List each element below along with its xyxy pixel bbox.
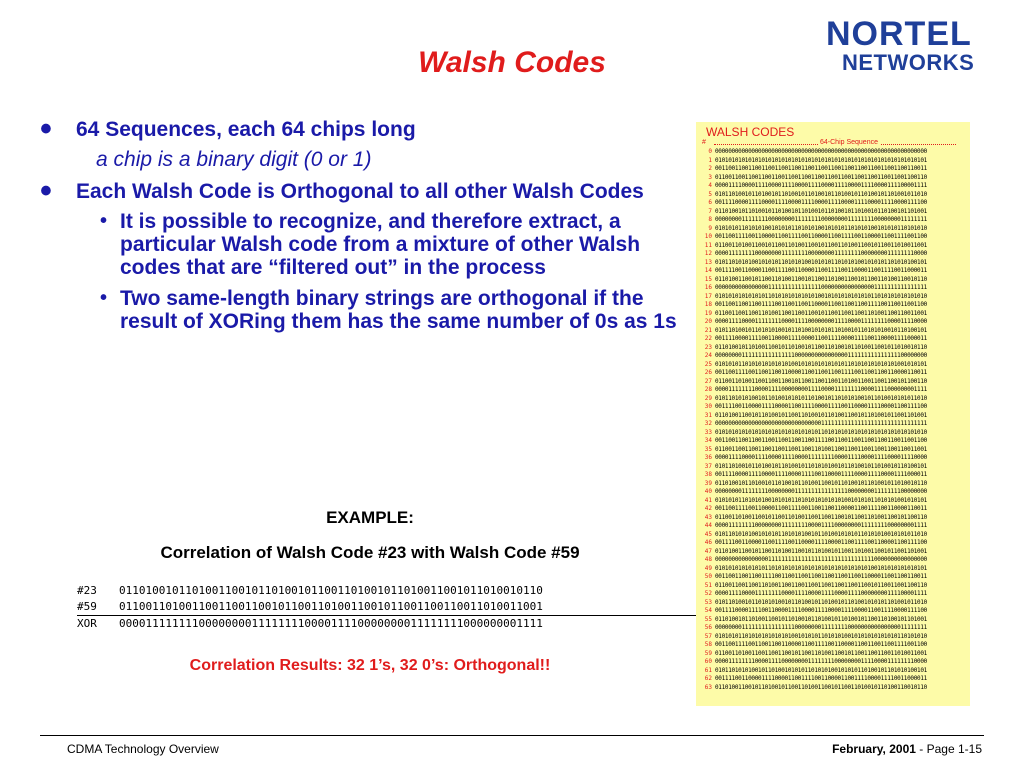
walsh-row xyxy=(700,199,966,208)
walsh-row-index: 48 xyxy=(704,556,712,563)
walsh-row xyxy=(700,573,966,582)
walsh-row-code: 0101010110101010101010100101010101010101101010101010101001010101 xyxy=(715,360,927,368)
walsh-row-index: 4 xyxy=(708,182,712,189)
walsh-row xyxy=(700,276,966,285)
sub-bullet-item xyxy=(40,287,680,333)
walsh-row xyxy=(700,599,966,608)
walsh-row-code: 0110100101101001100101101001011010010110100101100110100101101001 xyxy=(715,615,927,623)
footer-page-number: Page 1-15 xyxy=(926,742,982,756)
walsh-row-index: 35 xyxy=(704,445,712,453)
walsh-row-code: 0101101010100101010110101010010110100101010110101010010101011010 xyxy=(715,530,927,538)
walsh-row-index: 49 xyxy=(704,564,712,572)
walsh-row-code: 0011110000111100001111000011110011000011110000111100001111000011 xyxy=(715,471,927,478)
walsh-row xyxy=(700,582,966,591)
walsh-row-code: 0110100110010110011010011001011010010110011010011001011001101001 xyxy=(715,547,927,555)
walsh-row-code: 0101010101010101010101010101010101010101010101010101010101010101 xyxy=(715,156,927,164)
walsh-row-index: 23 xyxy=(704,343,712,351)
walsh-row xyxy=(700,514,966,523)
walsh-row-index: 42 xyxy=(704,505,712,512)
walsh-row-code: 0101010101010101101010101010101001010101010101011010101010101010 xyxy=(715,292,927,300)
walsh-row-code: 0101010110101010010101011010101010101010010101011010101001010101 xyxy=(715,496,927,504)
walsh-row-index: 6 xyxy=(708,199,712,206)
sub-bullet-item xyxy=(40,210,680,279)
walsh-row xyxy=(700,658,966,667)
example-subtitle: Correlation of Walsh Code #23 with Walsh Code #59 xyxy=(160,543,580,562)
bullet-item xyxy=(40,110,680,148)
walsh-row xyxy=(700,386,966,395)
table-row xyxy=(77,599,702,616)
walsh-row-index: 29 xyxy=(704,394,712,402)
walsh-row-index: 37 xyxy=(704,462,712,470)
walsh-row-index: 13 xyxy=(704,258,712,266)
walsh-row-code: 0011110000111100001111000011110000111100001111000011110000111100 xyxy=(715,199,927,206)
walsh-row-code: 0110100101101001011010010110100101101001011010010110100101101001 xyxy=(715,207,927,215)
walsh-row xyxy=(700,624,966,633)
walsh-row-index: 19 xyxy=(704,309,712,317)
slide-title: Walsh Codes xyxy=(418,46,606,79)
walsh-row-code: 0101010101010101010101010101010110101010101010101010101010101010 xyxy=(715,428,927,436)
walsh-row-code: 0000111100001111000011110000111111110000111100001111000011110000 xyxy=(715,454,927,461)
walsh-row-index: 24 xyxy=(704,352,712,359)
walsh-row-index: 44 xyxy=(704,522,712,529)
walsh-row xyxy=(700,556,966,565)
walsh-row-index: 45 xyxy=(704,530,712,538)
walsh-row-index: 16 xyxy=(704,284,712,291)
footer-date: February, 2001 xyxy=(832,742,916,756)
walsh-row-code: 0110011001100110011001100110011010011001100110011001100110011001 xyxy=(715,445,927,453)
table-row xyxy=(77,583,702,599)
walsh-row-code: 0101101001011010101001011010010101011010010110101010010110100101 xyxy=(715,326,927,334)
walsh-row-code: 0110011010011001011001101001100110011001011001101001100101100110 xyxy=(715,513,927,521)
walsh-row xyxy=(700,369,966,378)
code-label: #23 xyxy=(77,584,97,597)
walsh-row-code: 0110100110010110011010011001011001101001100101100110100110010110 xyxy=(715,275,927,283)
code-bits: 0110100101101001100101101001011001101001011010011001011010010110 xyxy=(119,584,543,597)
code-label: #59 xyxy=(77,600,97,613)
walsh-row xyxy=(700,641,966,650)
sub-bullet-icon: • xyxy=(100,210,108,232)
walsh-row-index: 53 xyxy=(704,598,712,606)
walsh-row-code: 0000111111110000000011111111000000001111111100000000111111110000 xyxy=(715,250,927,257)
walsh-row-index: 56 xyxy=(704,624,712,631)
walsh-row xyxy=(700,174,966,183)
walsh-row-index: 12 xyxy=(704,250,712,257)
walsh-row-code: 0000000011111111111111110000000000000000111111111111111100000000 xyxy=(715,352,927,359)
walsh-row-code: 0101101001011010101001011010010110100101101001010101101001011010 xyxy=(715,598,927,606)
walsh-row-index: 1 xyxy=(708,156,712,164)
walsh-row-index: 32 xyxy=(704,420,712,427)
walsh-row-code: 0110100110010110100101100110100101101001100101101001011001101001 xyxy=(715,411,927,419)
footer-separator: - xyxy=(919,742,924,756)
walsh-row-code: 0000000011111111000000001111111100000000111111110000000011111111 xyxy=(715,216,927,223)
walsh-row-index: 51 xyxy=(704,581,712,589)
walsh-row-code: 0110100101101001011010010110100110010110100101101001011010010110 xyxy=(715,479,927,487)
walsh-row xyxy=(700,208,966,217)
walsh-row xyxy=(700,675,966,684)
walsh-row-index: 26 xyxy=(704,369,712,376)
walsh-row xyxy=(700,352,966,361)
walsh-row-index: 15 xyxy=(704,275,712,283)
walsh-index-header: # xyxy=(702,139,706,146)
walsh-row-index: 61 xyxy=(704,666,712,674)
walsh-codes-table xyxy=(696,122,970,706)
walsh-row xyxy=(700,327,966,336)
walsh-row-index: 11 xyxy=(704,241,712,249)
walsh-row-code: 0000000000000000111111111111111111111111111111110000000000000000 xyxy=(715,556,927,563)
bullet-text: 64 Sequences, each 64 chips long xyxy=(76,118,416,141)
walsh-row-index: 20 xyxy=(704,318,712,325)
walsh-row-code: 0000000011111111000000001111111111111111000000001111111100000000 xyxy=(715,488,927,495)
walsh-row xyxy=(700,590,966,599)
walsh-row-index: 36 xyxy=(704,454,712,461)
walsh-row-code: 0011110011000011110000110011110000111100110000111100001100111100 xyxy=(715,403,927,410)
walsh-row-code: 0000111100001111000011110000111100001111000011110000111100001111 xyxy=(715,182,927,189)
walsh-row xyxy=(700,233,966,242)
walsh-row xyxy=(700,505,966,514)
walsh-row xyxy=(700,488,966,497)
walsh-row-code: 0110011010011001100110010110011010011001011001100110011010011001 xyxy=(715,649,927,657)
walsh-row-index: 63 xyxy=(704,683,712,691)
walsh-row-index: 14 xyxy=(704,267,712,274)
walsh-row xyxy=(700,250,966,259)
bullet-icon: • xyxy=(40,172,52,210)
footer-divider xyxy=(40,735,984,736)
walsh-row xyxy=(700,182,966,191)
walsh-row xyxy=(700,667,966,676)
walsh-row xyxy=(700,650,966,659)
walsh-row xyxy=(700,463,966,472)
walsh-row-code: 0000000000000000111111111111111100000000000000001111111111111111 xyxy=(715,284,927,291)
walsh-row-code: 0011001100110011001100110011001111001100110011001100110011001100 xyxy=(715,437,927,444)
walsh-row-index: 17 xyxy=(704,292,712,300)
walsh-row-code: 0000111111110000000011111111000011110000000011111111000000001111 xyxy=(715,522,927,529)
walsh-row xyxy=(700,437,966,446)
walsh-row-index: 57 xyxy=(704,632,712,640)
correlation-result: Correlation Results: 32 1’s, 32 0’s: Orthogonal!! xyxy=(189,657,551,674)
walsh-row-index: 30 xyxy=(704,403,712,410)
walsh-row-index: 34 xyxy=(704,437,712,444)
walsh-row xyxy=(700,471,966,480)
walsh-row xyxy=(700,607,966,616)
walsh-row-code: 0110011001100110011001100110011001100110011001100110011001100110 xyxy=(715,173,927,181)
walsh-row xyxy=(700,259,966,268)
walsh-row xyxy=(700,429,966,438)
walsh-row xyxy=(700,616,966,625)
correlation-table xyxy=(77,583,702,632)
walsh-row-code: 0000000000000000000000000000000011111111111111111111111111111111 xyxy=(715,420,927,427)
walsh-row-index: 46 xyxy=(704,539,712,546)
walsh-row-code: 0011001100110011110011001100110011001100110011000011001100110011 xyxy=(715,573,927,580)
bullet-icon: • xyxy=(40,110,52,148)
walsh-row-code: 0000111111110000111100000000111100001111111100001111000000001111 xyxy=(715,386,927,393)
code-bits: 0000111111110000000011111111000011110000000011111111000000001111 xyxy=(119,616,702,633)
walsh-row-code: 0011001100110011110011001100110000110011001100111100110011001100 xyxy=(715,301,927,308)
walsh-row-code: 0000111100001111111100001111000000001111000011111111000011110000 xyxy=(715,318,927,325)
walsh-row-code: 0101101010100101101001010101101001011010101001011010010101011010 xyxy=(715,394,927,402)
walsh-row xyxy=(700,403,966,412)
walsh-row-index: 22 xyxy=(704,335,712,342)
walsh-row-code: 0101010110101010010101011010101001010101101010100101010110101010 xyxy=(715,224,927,232)
walsh-row-index: 38 xyxy=(704,471,712,478)
walsh-row-code: 0000111111110000111100000000111111110000000011110000111111110000 xyxy=(715,658,927,665)
sub-bullet-text: It is possible to recognize, and therefore extract, a particular Walsh code from a mixture of other Walsh codes that are “filtered out” in the process xyxy=(120,210,641,279)
bullet-subtext: a chip is a binary digit (0 or 1) xyxy=(96,148,372,171)
walsh-row-index: 39 xyxy=(704,479,712,487)
walsh-row-code: 0101010110101010101010100101010110101010010101010101010110101010 xyxy=(715,632,927,640)
walsh-row xyxy=(700,684,966,693)
walsh-row xyxy=(700,318,966,327)
walsh-row-index: 62 xyxy=(704,675,712,682)
walsh-row xyxy=(700,191,966,200)
walsh-row-code: 0101010101010101101010101010101010101010101010100101010101010101 xyxy=(715,564,927,572)
walsh-row-code: 0101101010100101010110101010010101011010101001010101101010100101 xyxy=(715,258,927,266)
walsh-row xyxy=(700,539,966,548)
walsh-row xyxy=(700,531,966,540)
walsh-row-code: 0110011010011001011001101001100101100110100110010110011010011001 xyxy=(715,241,927,249)
walsh-row-code: 0011110011000011001111001100001111000011001111001100001100111100 xyxy=(715,539,927,546)
walsh-row xyxy=(700,310,966,319)
walsh-row xyxy=(700,633,966,642)
walsh-row-code: 0000000011111111111111110000000011111111000000000000000011111111 xyxy=(715,624,927,631)
walsh-row-code: 0101101001011010010110100101101001011010010110100101101001011010 xyxy=(715,190,927,198)
walsh-row-code: 0101101001011010010110100101101010100101101001011010010110100101 xyxy=(715,462,927,470)
walsh-row xyxy=(700,446,966,455)
walsh-row-index: 59 xyxy=(704,649,712,657)
code-label: XOR xyxy=(77,616,119,633)
walsh-row-code: 0011001100110011001100110011001100110011001100110011001100110011 xyxy=(715,165,927,172)
walsh-row xyxy=(700,293,966,302)
walsh-row-index: 21 xyxy=(704,326,712,334)
walsh-row-index: 27 xyxy=(704,377,712,385)
walsh-row xyxy=(700,378,966,387)
walsh-table-title: WALSH CODES xyxy=(706,125,795,139)
walsh-row xyxy=(700,565,966,574)
walsh-row xyxy=(700,344,966,353)
walsh-row-index: 52 xyxy=(704,590,712,597)
walsh-row-index: 25 xyxy=(704,360,712,368)
walsh-row-code: 0110011001100110100110011001100110011001100110010110011001100110 xyxy=(715,581,927,589)
walsh-row-code: 0110100110010110100101100110100110010110011010010110100110010110 xyxy=(715,683,927,691)
walsh-row-index: 41 xyxy=(704,496,712,504)
walsh-row xyxy=(700,395,966,404)
bullet-text: Each Walsh Code is Orthogonal to all other Walsh Codes xyxy=(76,180,644,203)
code-bits: 0110011010011001100110010110011010011001011001100110011010011001 xyxy=(119,600,543,613)
walsh-row-index: 3 xyxy=(708,173,712,181)
table-row xyxy=(77,616,702,633)
walsh-row-index: 40 xyxy=(704,488,712,495)
walsh-row xyxy=(700,284,966,293)
logo-top-text: NORTEL xyxy=(826,15,972,53)
walsh-row-index: 2 xyxy=(708,165,712,172)
walsh-row-code: 0110100101101001100101101001011001101001011010011001011010010110 xyxy=(715,343,927,351)
logo-bottom-text: NETWORKS xyxy=(842,50,975,75)
walsh-row-code: 0000000000000000000000000000000000000000000000000000000000000000 xyxy=(715,148,927,155)
walsh-row-index: 7 xyxy=(708,207,712,215)
walsh-row xyxy=(700,335,966,344)
walsh-rows xyxy=(700,148,966,692)
walsh-row-code: 0110011010011001100110010110011001100110100110011001100101100110 xyxy=(715,377,927,385)
walsh-row-code: 0011001111001100110011000011001100110011110011001100110000110011 xyxy=(715,369,927,376)
walsh-row xyxy=(700,267,966,276)
walsh-row-index: 33 xyxy=(704,428,712,436)
walsh-row xyxy=(700,412,966,421)
walsh-row xyxy=(700,420,966,429)
walsh-row-code: 0011110000111100110000111100001111000011110000110011110000111100 xyxy=(715,607,927,614)
footer-page-info xyxy=(832,742,982,756)
sub-bullet-text: Two same-length binary strings are orthogonal if the result of XORing them has the same number of 0s as 1s xyxy=(120,287,677,333)
walsh-sequence-header: 64-Chip Sequence xyxy=(820,139,878,146)
walsh-row-code: 0011001111001100001100111100110011001100001100111100110000110011 xyxy=(715,505,927,512)
walsh-row-code: 0011110011000011110000110011110011000011001111000011110011000011 xyxy=(715,675,927,682)
walsh-row-code: 0011110000111100110000111100001100111100001111001100001111000011 xyxy=(715,335,927,342)
walsh-row-index: 58 xyxy=(704,641,712,648)
walsh-row-index: 5 xyxy=(708,190,712,198)
walsh-row-code: 0110011001100110100110011001100101100110011001101001100110011001 xyxy=(715,309,927,317)
walsh-row xyxy=(700,480,966,489)
walsh-row-index: 0 xyxy=(708,148,712,155)
example-heading: EXAMPLE: xyxy=(326,508,414,527)
bullet-item xyxy=(40,172,680,210)
walsh-row-index: 47 xyxy=(704,547,712,555)
walsh-row-code: 0011110011000011001111001100001100111100110000110011110011000011 xyxy=(715,267,927,274)
walsh-row-index: 9 xyxy=(708,224,712,232)
walsh-row xyxy=(700,361,966,370)
walsh-row xyxy=(700,148,966,157)
walsh-row-index: 55 xyxy=(704,615,712,623)
footer-title: CDMA Technology Overview xyxy=(67,742,219,756)
walsh-row-index: 31 xyxy=(704,411,712,419)
walsh-row-index: 54 xyxy=(704,607,712,614)
bullet-list xyxy=(40,110,680,341)
walsh-row xyxy=(700,548,966,557)
walsh-row-code: 0101101010100101101001010101101010100101010110100101101010100101 xyxy=(715,666,927,674)
walsh-row xyxy=(700,454,966,463)
walsh-row xyxy=(700,497,966,506)
walsh-row-code: 0000111100001111111100001111000011110000111100000000111100001111 xyxy=(715,590,927,597)
walsh-row-index: 8 xyxy=(708,216,712,223)
sub-bullet-icon: • xyxy=(100,287,108,309)
walsh-row-index: 43 xyxy=(704,513,712,521)
walsh-row-index: 28 xyxy=(704,386,712,393)
walsh-row xyxy=(700,301,966,310)
walsh-row-index: 18 xyxy=(704,301,712,308)
walsh-row xyxy=(700,522,966,531)
walsh-row-code: 0011001111001100110011000011001111001100001100110011001111001100 xyxy=(715,641,927,648)
walsh-row xyxy=(700,225,966,234)
walsh-row xyxy=(700,165,966,174)
walsh-row-index: 10 xyxy=(704,233,712,240)
walsh-row-code: 0011001111001100001100111100110000110011110011000011001111001100 xyxy=(715,233,927,240)
walsh-row xyxy=(700,216,966,225)
walsh-row-index: 60 xyxy=(704,658,712,665)
walsh-row-index: 50 xyxy=(704,573,712,580)
walsh-row xyxy=(700,242,966,251)
walsh-row xyxy=(700,157,966,166)
